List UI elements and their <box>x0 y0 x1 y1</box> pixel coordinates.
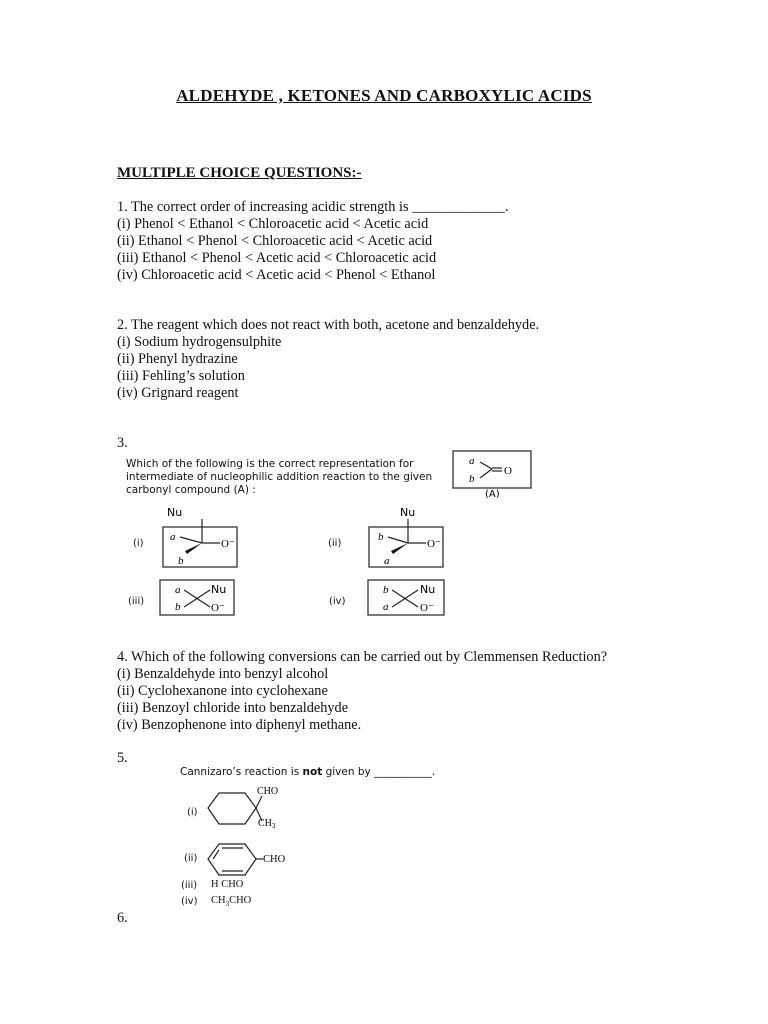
oxide-label: O⁻ <box>420 602 434 614</box>
bond-a-c <box>480 462 492 469</box>
atom-a: a <box>170 531 176 543</box>
q3-text-line-1: Which of the following is the correct representation for <box>126 458 414 470</box>
cho-group: CHO <box>263 854 286 865</box>
atom-a: a <box>383 601 389 613</box>
q2-option-iv: (iv) Grignard reagent <box>117 385 239 401</box>
ch3-main: CH <box>258 818 272 829</box>
q3-compound-a-figure <box>452 450 534 498</box>
q5-number: 5. <box>117 750 128 766</box>
q1-option-iv: (iv) Chloroacetic acid < Acetic acid < Phenol < Ethanol <box>117 267 436 283</box>
atom-b: b <box>178 555 184 567</box>
wedge-bond <box>185 543 202 554</box>
atom-b: b <box>175 601 181 613</box>
nucleophile-label: Nu <box>167 506 183 519</box>
q3-option-i-label: (i) <box>133 538 144 549</box>
q4-stem: 4. Which of the following conversions can be carried out by Clemmensen Reduction? <box>117 649 608 665</box>
q5-stem-end: given by ___________. <box>322 766 436 778</box>
oxide-label: O⁻ <box>221 538 235 550</box>
q6-number: 6. <box>117 910 128 926</box>
benzene-ring <box>208 844 256 875</box>
wedge-bond <box>391 543 408 554</box>
ch3-main: CH <box>211 895 226 906</box>
q5-option-iii-label: (iii) <box>181 880 198 891</box>
q1-option-i: (i) Phenol < Ethanol < Chloroacetic acid < Acetic acid <box>117 216 429 232</box>
nucleophile-label: Nu <box>400 506 416 519</box>
oxide-label: O⁻ <box>427 538 441 550</box>
q5-option-i-label: (i) <box>187 807 198 818</box>
q3-text-line-2: intermediate of nucleophilic addition reaction to the given <box>126 471 433 483</box>
compound-a-atom-b: b <box>469 473 475 485</box>
q2-stem: 2. The reagent which does not react with both, acetone and benzaldehyde. <box>117 317 540 333</box>
atom-b: b <box>378 531 384 543</box>
q5-option-iv-label: (iv) <box>181 896 198 907</box>
bond-b <box>388 537 408 543</box>
cho-tail: CHO <box>229 895 252 906</box>
q3-option-iv-figure <box>366 578 448 618</box>
section-heading: MULTIPLE CHOICE QUESTIONS:- <box>117 165 362 181</box>
q3-option-ii-figure <box>366 503 446 578</box>
cyclohexane-ring <box>208 793 256 824</box>
q3-option-i-figure <box>160 503 240 578</box>
q5-stem <box>180 766 435 778</box>
q1-option-ii: (ii) Ethanol < Phenol < Chloroacetic acid < Acetic acid <box>117 233 433 249</box>
cho-group: CHO <box>257 786 279 797</box>
q5-option-ii-label: (ii) <box>184 853 198 864</box>
q3-option-ii-label: (ii) <box>328 538 342 549</box>
q1-stem: 1. The correct order of increasing acidic strength is _____________. <box>117 199 509 215</box>
q4-option-ii: (ii) Cyclohexanone into cyclohexane <box>117 683 328 699</box>
q4-option-iv: (iv) Benzophenone into diphenyl methane. <box>117 717 362 733</box>
page-title: ALDEHYDE , KETONES AND CARBOXYLIC ACIDS <box>176 86 592 105</box>
q5-option-ii-figure <box>205 838 295 882</box>
q2-option-ii: (ii) Phenyl hydrazine <box>117 351 238 367</box>
q5-stem-emphasis: not <box>302 766 323 778</box>
q5-option-iii-formula: H CHO <box>211 879 244 890</box>
q3-option-iii-label: (iii) <box>128 596 145 607</box>
bond-a <box>180 537 202 543</box>
q5-stem-start: Cannizaro’s reaction is <box>180 766 303 778</box>
q2-option-iii: (iii) Fehling’s solution <box>117 368 245 384</box>
compound-a-atom-a: a <box>469 455 475 467</box>
atom-b: b <box>383 584 389 596</box>
nucleophile-label: Nu <box>420 583 436 596</box>
q2-option-i: (i) Sodium hydrogensulphite <box>117 334 282 350</box>
ch3-subscript: 3 <box>271 822 276 830</box>
bond-cho <box>256 796 262 808</box>
q4-option-i: (i) Benzaldehyde into benzyl alcohol <box>117 666 329 682</box>
q3-option-iv-label: (iv) <box>329 596 346 607</box>
q5-option-i-figure <box>205 784 295 834</box>
ch3-group <box>258 818 276 830</box>
q3-text-line-3: carbonyl compound (A) : <box>126 484 256 496</box>
atom-a: a <box>384 555 390 567</box>
q3-number: 3. <box>117 435 128 451</box>
q5-option-iv-formula <box>211 895 251 908</box>
compound-a-oxygen: O <box>504 465 512 477</box>
atom-a: a <box>175 584 181 596</box>
compound-a-label: (A) <box>485 489 500 498</box>
q3-option-iii-figure <box>158 578 240 618</box>
bond-b-c <box>480 469 492 478</box>
nucleophile-label: Nu <box>211 583 227 596</box>
ch3-subscript: 3 <box>225 900 230 909</box>
oxide-label: O⁻ <box>211 602 225 614</box>
q4-option-iii: (iii) Benzoyl chloride into benzaldehyde <box>117 700 349 716</box>
q1-option-iii: (iii) Ethanol < Phenol < Acetic acid < Chloroacetic acid <box>117 250 437 266</box>
